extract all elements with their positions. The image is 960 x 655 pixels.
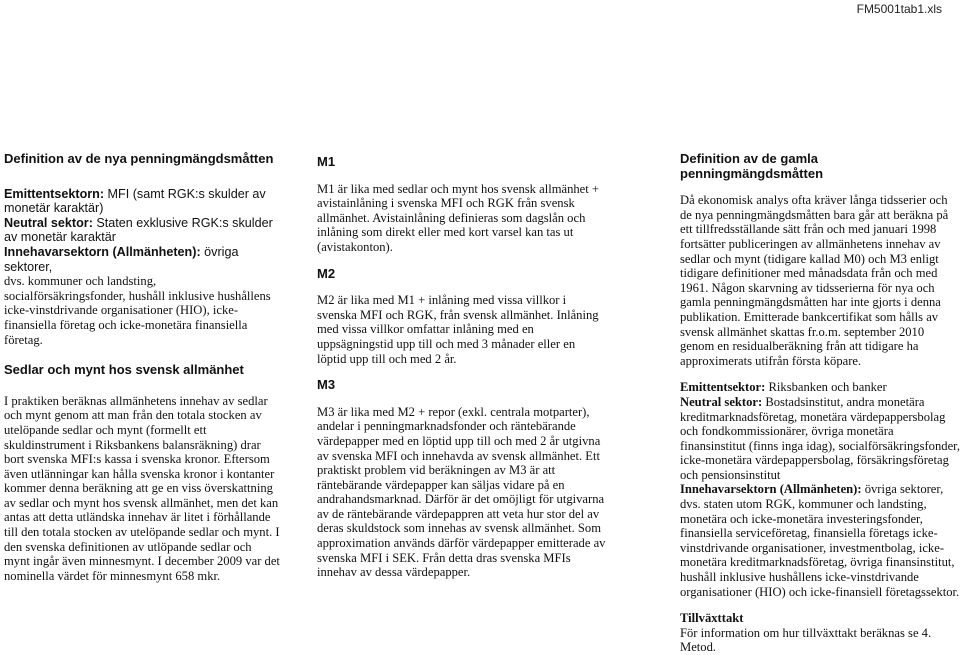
file-name: FM5001tab1.xls <box>856 2 942 16</box>
growth-title: Tillväxttakt <box>680 611 744 626</box>
old-definitions-intro: Då ekonomisk analys ofta kräver långa tidsserier och de nya penningmängdsmåtten bara går att beräkna på ett tillfredsställande sätt från och med januari 1998 fortsätter publiceringen av allmänhetens innehav av sedlar och mynt (tidigare kallad M0) och M3 enligt tidigare definitioner med månadsdata från och med 1961. Någon skarvning av tidsserierna för nya och gamla penningmängdsmåtten har inte gjorts i denna publikation. Emitterade bankcertifikat som hålls av svensk allmänhet skattas fr.o.m. september 2010 genom en residualberäkning från att tidigare ha approximerats utifrån första köpare. <box>680 193 949 368</box>
currency-subtitle: Sedlar och mynt hos svensk allmänhet <box>4 362 244 378</box>
m2-text: M2 är lika med M1 + inlåning med vissa villkor i svenska MFI och RGK, från svensk allmänhet. Inlåning med vissa villkor omfattar inlåning med en uppsägningstid upp till och med 3 månader eller en löptid upp till och med 2 år. <box>317 293 599 366</box>
sector-line-issuer: Emittentsektorn: MFI (samt RGK:s skulder av monetär karaktär) <box>4 186 266 216</box>
new-definitions-column <box>4 152 280 583</box>
money-supply-column <box>317 155 607 580</box>
sector-description: dvs. kommuner och landsting, socialförsäkringsfonder, hushåll inklusive hushållens icke-vinstdrivande organisationer (HIO), icke-finansiella företag och icke-monetära finansiella företag. <box>4 274 271 347</box>
m3-text: M3 är lika med M2 + repor (exkl. centrala motparter), andelar i penningmarknadsfonder och räntebärande värdepapper med en löptid upp till och med 2 år utgivna av svenska MFI och innehavda av svensk allmänhet. Ett praktiskt problem vid beräkningen av M3 är att räntebärande värdepapper kan säljas vidare på en andrahandsmarknad. Därför är det omöjligt för utgivarna av de räntebärande värdepappren att veta hur stor del av deras skuldstock som innehas av svensk allmänhet. Som approximation används därför värdepapper emitterade av svenska MFI i SEK. Från detta dras svenska MFIs innehav av dessa värdepapper. <box>317 404 606 580</box>
currency-body: I praktiken beräknas allmänhetens innehav av sedlar och mynt genom att man från den totala stocken av utelöpande sedlar och mynt (formellt ett skuldinstrument i Riksbankens balansräkning) drar bort svenska MFI:s kassa i svenska kronor. Eftersom även utlänningar kan hålla svenska kronor i kontanter kommer denna beräkning att ge en viss överskattning av sedlar och mynt hos svensk allmänhet, men det kan antas att detta utländska innehav är litet i förhållande till den totala stocken av utelöpande sedlar och mynt. I den svenska definitionen av utlöpande sedlar och mynt ingår även minnesmynt. I december 2009 var det nominella värdet för minnesmynt 658 mkr. <box>4 393 280 583</box>
growth-text: För information om hur tillväxttakt beräknas se 4. Metod. <box>680 625 932 655</box>
m3-title: M3 <box>317 377 336 393</box>
m1-text: M1 är lika med sedlar och mynt hos svensk allmänhet + avistainlåning i svenska MFI och RGK från svensk allmänhet. Avistainlåning definieras som dagslån och inlåning som direkt eller med kort varsel kan tas ut (avistakonton). <box>317 181 600 254</box>
old-sector-neutral: Neutral sektor: Bostadsinstitut, andra monetära kreditmarknadsföretag, monetära värdepappersbolag och fondkommissionärer, övriga monetära finansinstitut (finns inga idag), socialförsäkringsfonder, icke-monetära värdepappersbolag, försäkringsföretag och pensionsinstitut <box>680 394 960 482</box>
old-sector-holder: Innehavarsektorn (Allmänheten): övriga sektorer, dvs. staten utom RGK, kommuner och landsting, monetära och icke-monetära investeringsfonder, finansiella serviceföretag, finansiella företags icke-vinstdrivande organisationer, investmentbolag, icke-monetära kreditmarknadsföretag, övriga finansinstitut, hushåll inklusive hushållens icke-vinstdrivande organisationer (HIO) och icke-finansiell företagssektor. <box>680 482 960 599</box>
m2-title: M2 <box>317 265 336 281</box>
m1-title: M1 <box>317 154 336 169</box>
sector-line-holder: Innehavarsektorn (Allmänheten): övriga sektorer, <box>4 244 239 274</box>
old-definitions-title: Definition av de gamla penningmängdsmåtten <box>680 151 824 181</box>
new-definitions-title: Definition av de nya penningmängdsmåtten <box>4 151 274 166</box>
old-sector-issuer: Emittentsektor: Riksbanken och banker <box>680 380 887 395</box>
old-definitions-column <box>680 152 960 655</box>
sector-line-neutral: Neutral sektor: Staten exklusive RGK:s skulder av monetär karaktär <box>4 215 273 245</box>
